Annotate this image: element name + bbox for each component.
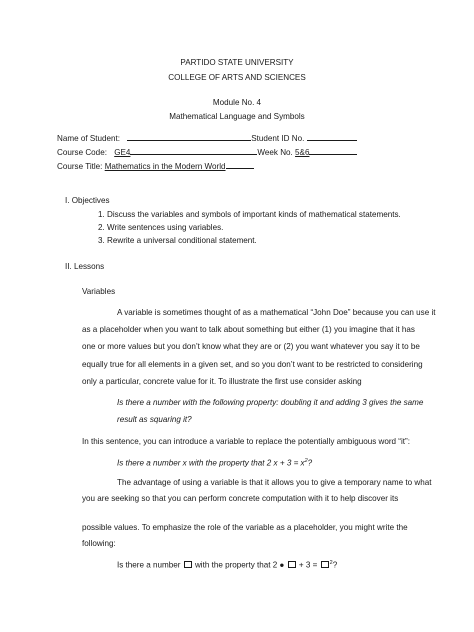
paragraph-4-line-1: possible values. To emphasize the role of the variable as a placeholder, you might write the (82, 523, 408, 532)
university-name: PARTIDO STATE UNIVERSITY (180, 58, 294, 67)
paragraph-1-line-2: as a placeholder when you want to talk about something but either (1) you imagine that it has (82, 325, 415, 334)
placeholder-box-icon (321, 561, 329, 568)
quote-1-line-1: Is there a number with the following property: doubling it and adding 3 gives the same (117, 398, 424, 407)
variables-subheading: Variables (82, 287, 116, 296)
name-row (57, 132, 357, 144)
quote-2-text: Is there a number x with the property that 2 x + 3 = x (117, 458, 305, 468)
paragraph-1-line-3: one or more values but you don’t know what they are or (2) you want whatever you say it to be (82, 342, 420, 351)
paragraph-2: In this sentence, you can introduce a variable to replace the potentially ambiguous word “it”: (82, 437, 410, 446)
student-id-blank[interactable] (307, 132, 357, 141)
paragraph-4-line-2: following: (82, 539, 116, 548)
quote-3-part-a: Is there a number (117, 560, 181, 570)
quote-3-part-c: + 3 = (298, 560, 318, 570)
objectives-heading: I. Objectives (65, 196, 110, 205)
week-value: 5&6 (295, 148, 310, 157)
quote-3-part-b: with the property that 2 ● (194, 560, 285, 570)
placeholder-box-icon (184, 561, 192, 568)
quote-3 (117, 560, 337, 570)
course-title-blank[interactable] (226, 160, 254, 169)
course-code-blank[interactable] (130, 146, 257, 155)
module-title: Mathematical Language and Symbols (169, 112, 305, 121)
paragraph-3-line-2: you are seeking so that you can perform concrete computation with it to help discover its (82, 494, 399, 503)
quote-2-superscript: 2 (304, 458, 308, 464)
week-blank[interactable] (309, 146, 357, 155)
paragraph-3-line-1: The advantage of using a variable is that it allows you to give a temporary name to what (117, 478, 432, 487)
student-id-label: Student ID No. (251, 134, 305, 143)
module-number: Module No. 4 (212, 98, 262, 107)
quote-2-end: ? (307, 458, 313, 468)
course-code-value: GE4 (114, 148, 131, 157)
paragraph-1-line-4: equally true for all elements in a given set, and so you don’t want to be restricted to considering (82, 360, 423, 369)
lessons-heading: II. Lessons (65, 262, 105, 271)
course-title-row (57, 160, 254, 172)
course-code-row (57, 146, 357, 158)
course-title-value: Mathematics in the Modern World (104, 162, 226, 171)
paragraph-1-line-5: only a particular, concrete value for it. To illustrate the first use consider asking (82, 377, 362, 386)
quote-3-end: ? (332, 560, 338, 570)
quote-3-superscript: 2 (329, 560, 333, 566)
objective-item-3: 3. Rewrite a universal conditional statement. (98, 236, 257, 245)
quote-1-line-2: result as squaring it? (117, 415, 192, 424)
name-blank[interactable] (127, 132, 251, 141)
name-label: Name of Student: (57, 134, 120, 143)
paragraph-1-line-1: A variable is sometimes thought of as a mathematical “John Doe” because you can use it (117, 308, 436, 317)
course-code-label: Course Code: (57, 148, 107, 157)
placeholder-box-icon (288, 561, 296, 568)
course-title-label: Course Title: (57, 162, 103, 171)
quote-2 (117, 458, 312, 468)
objective-item-1: 1. Discuss the variables and symbols of important kinds of mathematical statements. (98, 210, 401, 219)
objective-item-2: 2. Write sentences using variables. (98, 223, 224, 232)
week-label: Week No. (257, 148, 293, 157)
college-name: COLLEGE OF ARTS AND SCIENCES (168, 73, 306, 82)
